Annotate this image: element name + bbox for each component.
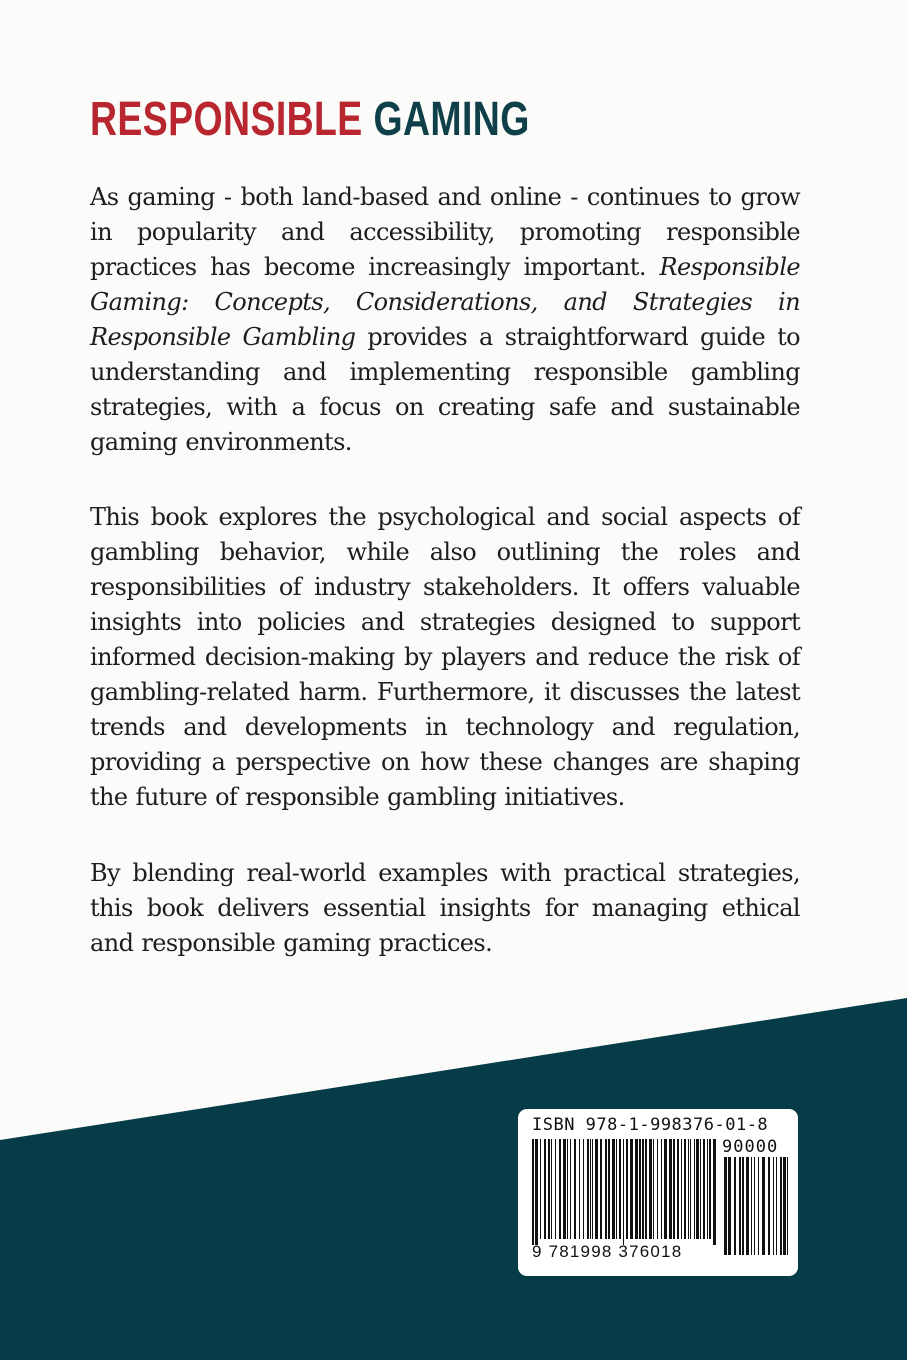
barcode-bar bbox=[555, 1139, 556, 1239]
barcode-bar bbox=[783, 1157, 786, 1255]
barcode-bar bbox=[551, 1139, 552, 1239]
barcode-bar bbox=[688, 1139, 689, 1239]
barcode-bar bbox=[540, 1139, 541, 1239]
barcode-bar bbox=[661, 1139, 662, 1239]
blurb-paragraph-3: By blending real-world examples with practical strategies, this book delivers essential insights for managing ethical and responsible gaming practices. bbox=[90, 859, 800, 957]
barcode-bar bbox=[746, 1157, 749, 1255]
barcode-bar bbox=[616, 1139, 617, 1239]
title-word-responsible: RESPONSIBLE bbox=[90, 93, 363, 146]
barcode-bar bbox=[657, 1139, 658, 1239]
barcode-label bbox=[518, 1109, 798, 1276]
barcode-bar bbox=[630, 1139, 633, 1239]
p1-rest: provides a straightforward guide to understanding and implementing responsible gambling strategies, with a focus on creating safe and sustainable gaming environments. bbox=[90, 323, 800, 456]
cover-title bbox=[90, 92, 530, 148]
barcode-bar bbox=[623, 1139, 624, 1245]
addon-barcode-icon bbox=[724, 1157, 788, 1261]
blurb-paragraph-2: This book explores the psychological and social aspects of gambling behavior, while also outlining the roles and responsibilities of industry stakeholders. It offers valuable insights into policies and strategies designed to support informed decision-making by players and reduce the risk of gambling-related harm. Furthermore, it discusses the latest trends and developments in technology and regulation, providing a perspective on how these changes are shaping the future of responsible gambling initiatives. bbox=[90, 503, 800, 811]
barcode-bar bbox=[619, 1139, 621, 1239]
barcode-icon bbox=[532, 1139, 716, 1245]
barcode-bar bbox=[548, 1139, 550, 1239]
barcode-bar bbox=[567, 1139, 568, 1239]
barcode-bar bbox=[600, 1139, 602, 1239]
barcode-bar bbox=[612, 1139, 615, 1239]
barcode-bar bbox=[570, 1139, 571, 1239]
barcode-bar bbox=[734, 1157, 736, 1255]
barcode-bar bbox=[696, 1139, 699, 1239]
barcode-bar bbox=[762, 1157, 765, 1255]
barcode-bar bbox=[590, 1139, 591, 1239]
barcode-bar bbox=[728, 1157, 731, 1255]
barcode-bar bbox=[694, 1139, 695, 1239]
barcode-bar bbox=[684, 1139, 686, 1239]
barcode-bar bbox=[605, 1139, 607, 1239]
barcode-bar bbox=[690, 1139, 691, 1239]
barcode-bar bbox=[681, 1139, 682, 1239]
barcode-bar bbox=[642, 1139, 644, 1239]
barcode-bar bbox=[709, 1139, 711, 1239]
barcode-bar bbox=[595, 1139, 598, 1239]
barcode-bar bbox=[768, 1157, 770, 1255]
barcode-bar bbox=[754, 1157, 755, 1255]
barcode-bar bbox=[724, 1157, 727, 1255]
barcode-bar bbox=[739, 1157, 741, 1255]
blurb-paragraph-1 bbox=[90, 180, 800, 460]
barcode-bar bbox=[673, 1139, 675, 1239]
title-word-gaming: GAMING bbox=[373, 93, 530, 146]
barcode-bar bbox=[700, 1139, 701, 1239]
barcode-bar bbox=[664, 1139, 667, 1239]
p1-book-title: Responsible Gaming: Concepts, Considerations, and Strategies in Responsible Gambling bbox=[90, 253, 800, 351]
barcode-bar bbox=[751, 1157, 752, 1255]
barcode-bar bbox=[653, 1139, 654, 1239]
barcode-bar bbox=[583, 1139, 584, 1239]
barcode-bar bbox=[703, 1139, 705, 1239]
barcode-bar bbox=[707, 1139, 708, 1239]
isbn-text: ISBN 978-1-998376-01-8 bbox=[532, 1115, 769, 1135]
barcode-bar bbox=[669, 1139, 672, 1239]
p1-intro: As gaming - both land-based and online - continues to grow in popularity and accessibility, promoting responsible practices has become increasingly important. bbox=[90, 183, 800, 281]
barcode-bar bbox=[544, 1139, 546, 1239]
barcode-bar bbox=[559, 1139, 561, 1239]
barcode-bar bbox=[608, 1139, 610, 1239]
barcode-bar bbox=[742, 1157, 744, 1255]
barcode-bar bbox=[579, 1139, 580, 1239]
barcode-bar bbox=[649, 1139, 652, 1239]
barcode-bar bbox=[635, 1139, 638, 1239]
barcode-bar bbox=[592, 1139, 593, 1239]
price-code: 90000 bbox=[722, 1137, 779, 1157]
barcode-bar bbox=[626, 1139, 628, 1239]
barcode-bar bbox=[780, 1157, 782, 1255]
barcode-bar bbox=[639, 1139, 641, 1239]
barcode-bar bbox=[677, 1139, 679, 1239]
barcode-bar bbox=[773, 1157, 774, 1255]
barcode-bar bbox=[776, 1157, 777, 1255]
barcode-bar bbox=[574, 1139, 576, 1239]
barcode-bar bbox=[563, 1139, 566, 1239]
barcode-bar bbox=[787, 1157, 788, 1255]
ean-digits: 9 781998 376018 bbox=[532, 1242, 683, 1261]
barcode-bar bbox=[532, 1139, 534, 1245]
barcode-bar bbox=[713, 1139, 716, 1245]
barcode-bar bbox=[587, 1139, 589, 1239]
barcode-bar bbox=[645, 1139, 647, 1239]
barcode-bar bbox=[758, 1157, 759, 1255]
barcode-bar bbox=[535, 1139, 538, 1245]
